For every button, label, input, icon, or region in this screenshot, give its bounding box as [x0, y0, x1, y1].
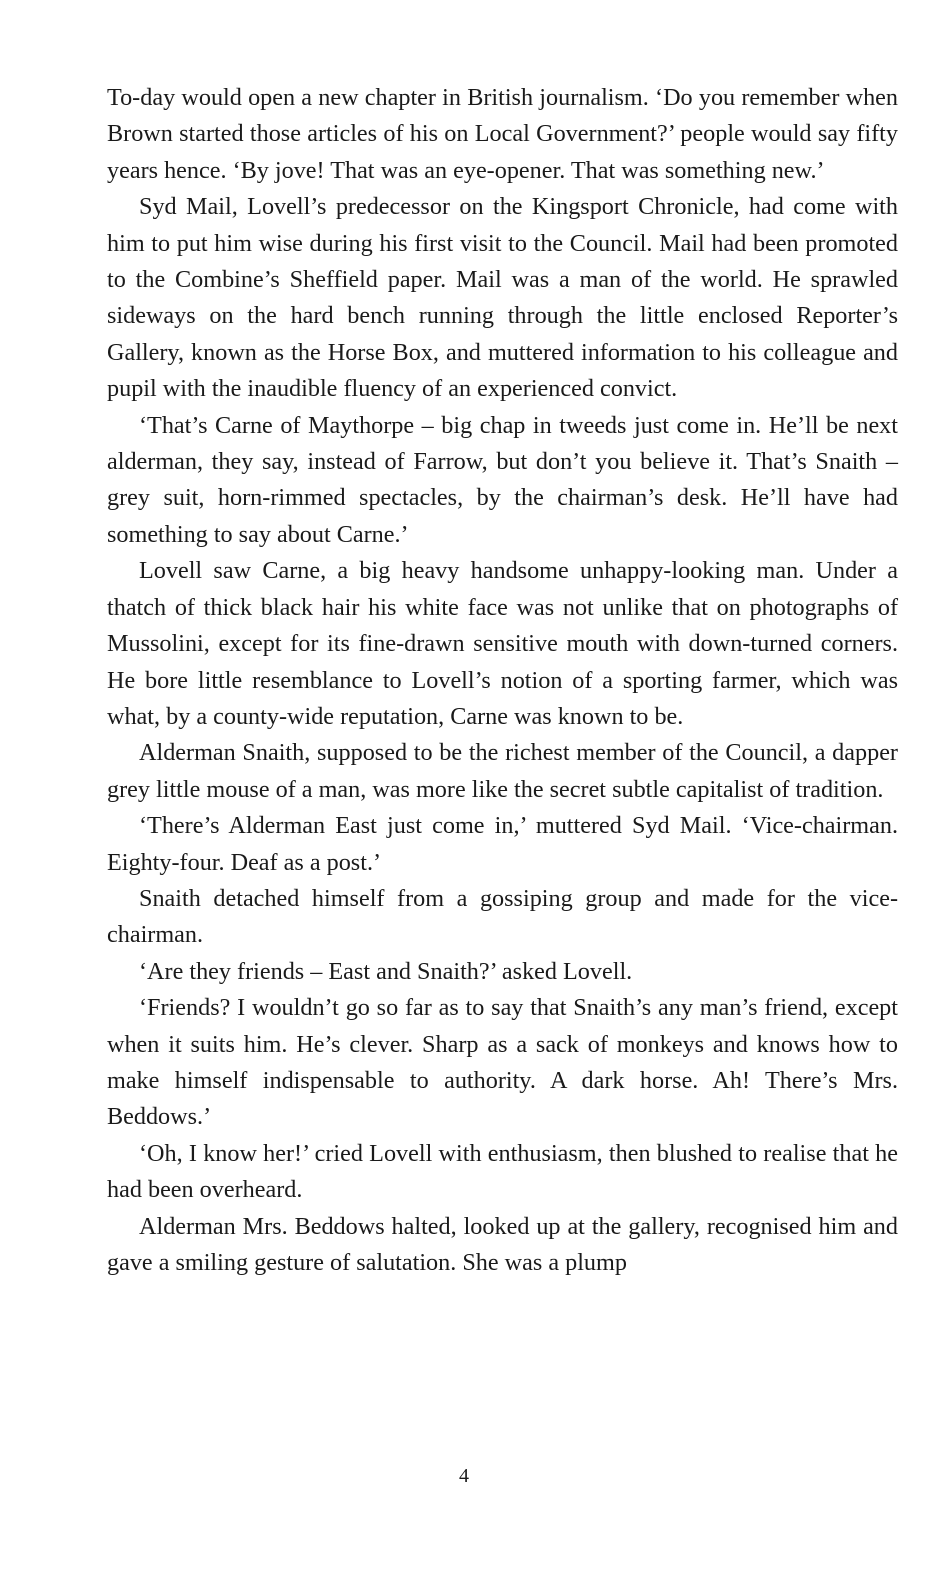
paragraph-10: ‘Oh, I know her!’ cried Lovell with enthusiasm, then blushed to realise that he had been overheard. [107, 1139, 898, 1204]
paragraph-7: Snaith detached himself from a gossiping group and made for the vice-chairman. [107, 884, 898, 949]
paragraph-3: ‘That’s Carne of Maythorpe – big chap in tweeds just come in. He’ll be next alderman, they say, instead of Farrow, but don’t you believe it. That’s Snaith – grey suit, horn-rimmed spectacles, by the chairman’s desk. He’ll have had something to say about Carne.’ [107, 411, 898, 548]
paragraph-9: ‘Friends? I wouldn’t go so far as to say that Snaith’s any man’s friend, except when it suits him. He’s clever. Sharp as a sack of monkeys and knows how to make himself indispensable to authority. A dark horse. Ah! There’s Mrs. Beddows.’ [107, 994, 898, 1131]
paragraph-4: Lovell saw Carne, a big heavy handsome unhappy-looking man. Under a thatch of thick black hair his white face was not unlike that on photographs of Mussolini, except for its fine-drawn sensitive mouth with down-turned corners. He bore little resemblance to Lovell’s notion of a sporting farmer, which was what, by a county-wide reputation, Carne was known to be. [107, 557, 898, 730]
page-number: 4 [459, 1465, 469, 1487]
paragraph-2: Syd Mail, Lovell’s predecessor on the Kingsport Chronicle, had come with him to put him wise during his first visit to the Council. Mail had been promoted to the Combine’s Sheffield paper. Mail was a man of the world. He sprawled sideways on the hard bench running through the little enclosed Reporter’s Gallery, known as the Horse Box, and muttered information to his colleague and pupil with the inaudible fluency of an experienced convict. [107, 193, 898, 403]
paragraph-5: Alderman Snaith, supposed to be the richest member of the Council, a dapper grey little mouse of a man, was more like the secret subtle capitalist of tradition. [107, 739, 898, 803]
paragraph-1: To-day would open a new chapter in British journalism. ‘Do you remember when Brown started those articles of his on Local Government?’ people would say fifty years hence. ‘By jove! That was an eye-opener. That was something new.’ [107, 84, 898, 184]
paragraph-6: ‘There’s Alderman East just come in,’ muttered Syd Mail. ‘Vice-chairman. Eighty-four. Deaf as a post.’ [107, 812, 898, 876]
paragraph-11: Alderman Mrs. Beddows halted, looked up at the gallery, recognised him and gave a smiling gesture of salutation. She was a plump [107, 1212, 898, 1276]
paragraph-8: ‘Are they friends – East and Snaith?’ asked Lovell. [139, 957, 633, 985]
body-text [107, 80, 898, 1281]
